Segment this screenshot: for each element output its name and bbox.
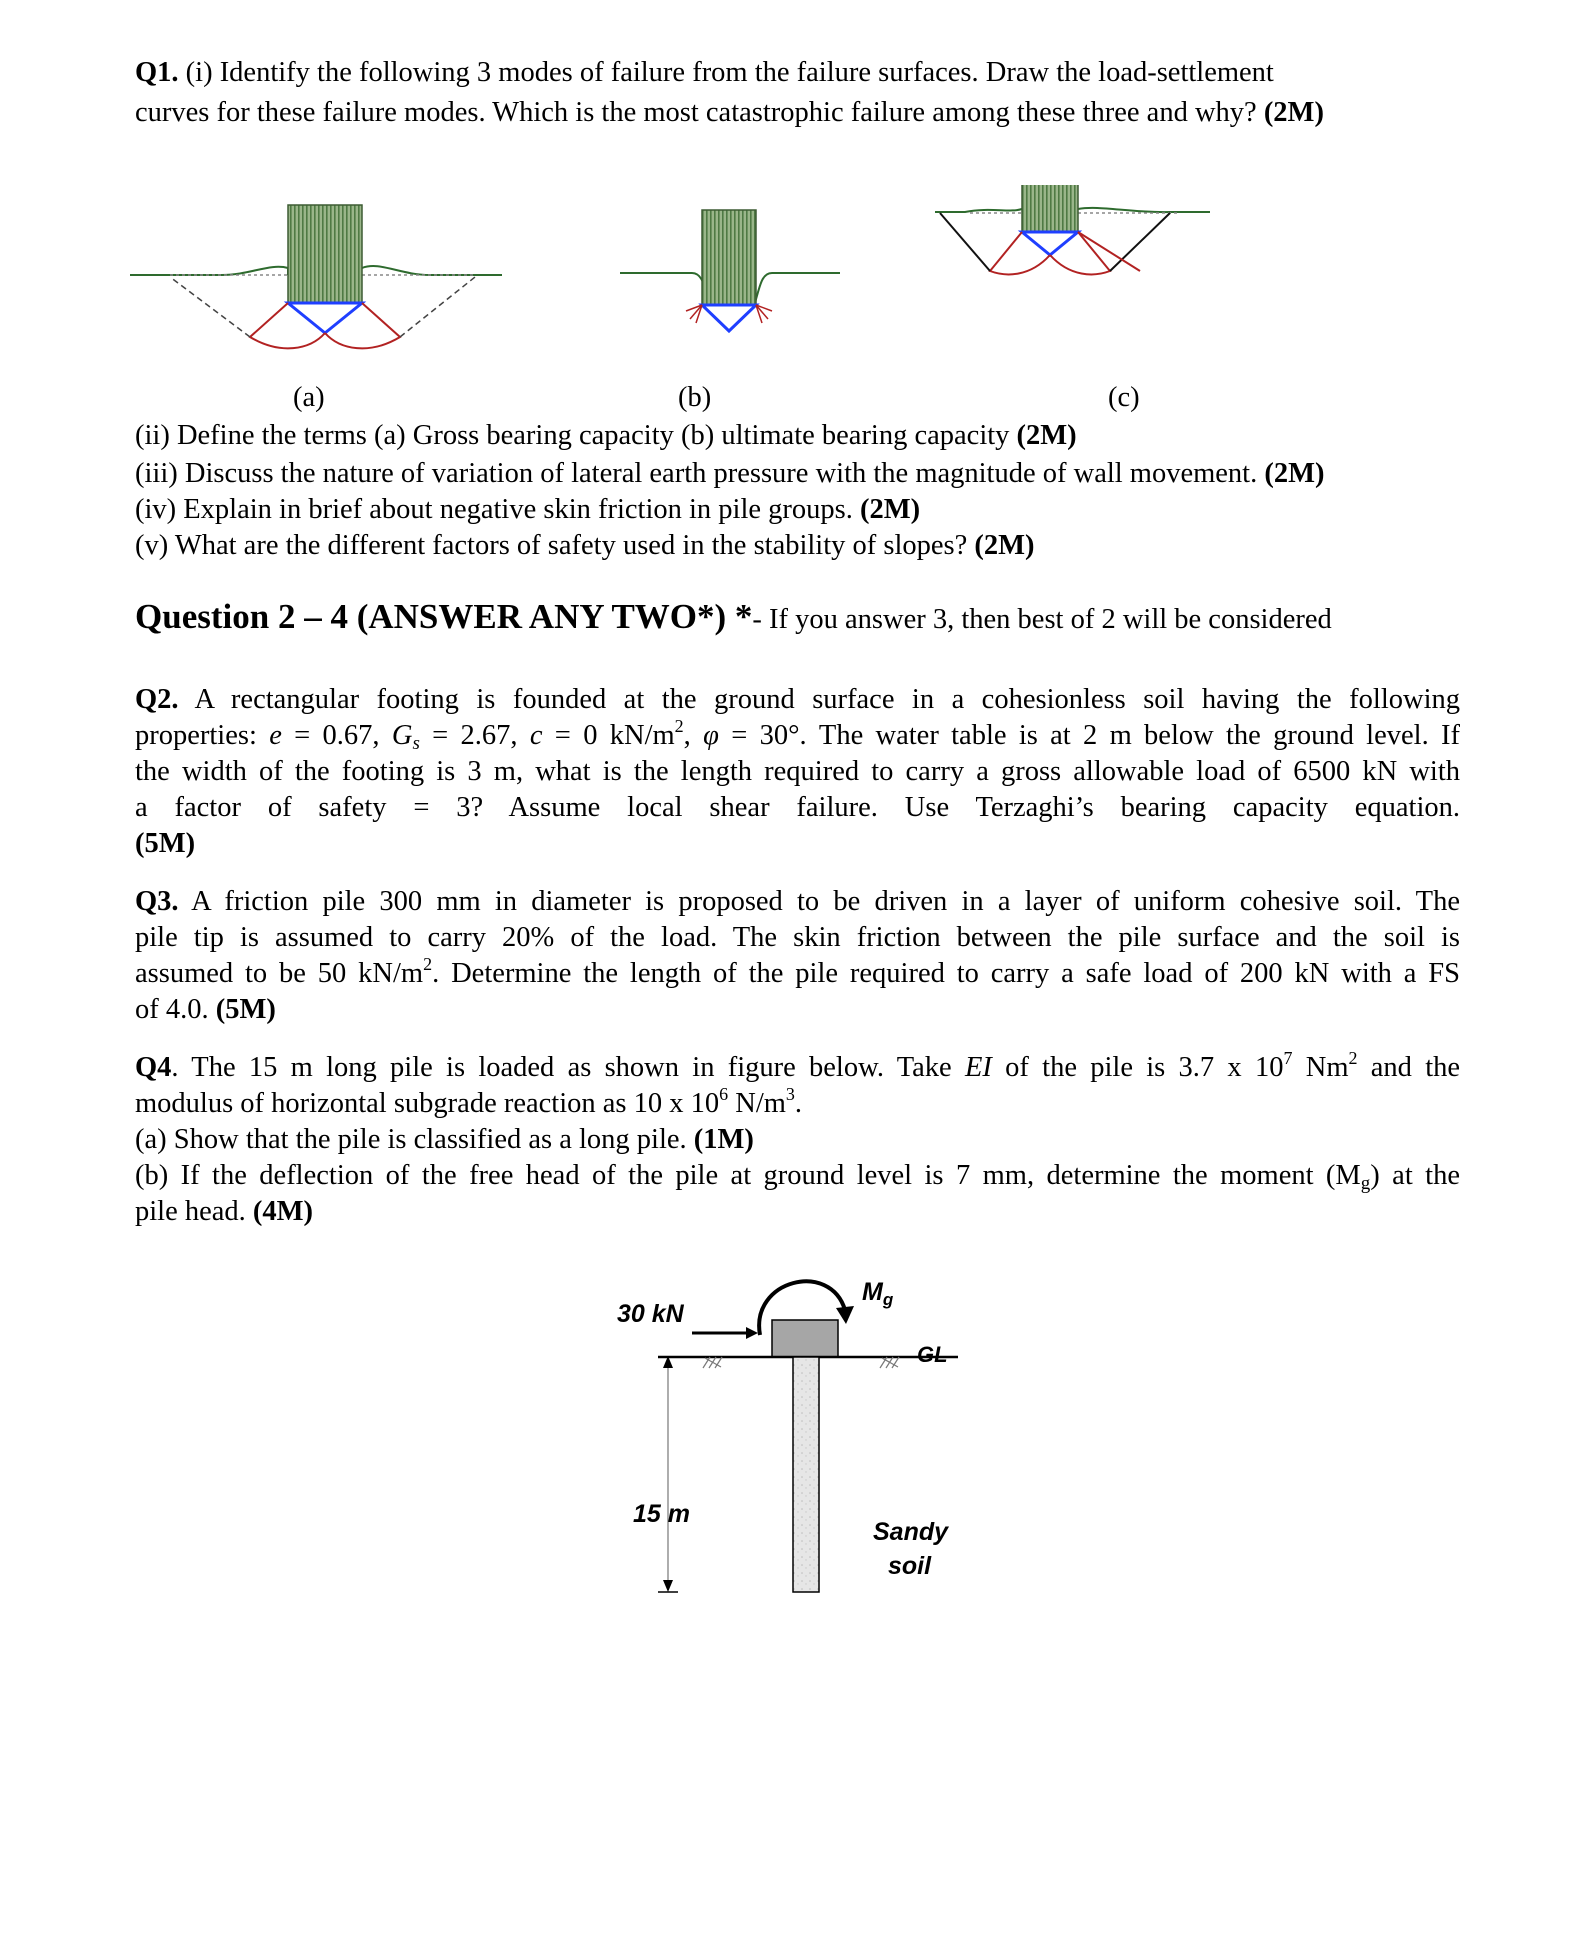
q2-line2-text: = 30°. The water table is at 2 m below the ground level. If (718, 720, 1460, 751)
section-heading-rest: - If you answer 3, then best of 2 will be considered (752, 604, 1332, 635)
wedge-a (288, 303, 362, 333)
ground-line-c (935, 209, 1022, 212)
pile-shaft (793, 1357, 819, 1592)
ground-line-a (130, 267, 288, 275)
q2-gs-symbol: G (391, 720, 413, 751)
q1-part-iii-text: (iii) Discuss the nature of variation of lateral earth pressure with the magnitude of wall movement. (135, 458, 1258, 489)
failure-modes-figure (130, 185, 1370, 365)
q4-line1-text-a: . The 15 m long pile is loaded as shown in figure below. Take (171, 1052, 965, 1083)
q4-line1-text-b: of the pile is 3.7 x 10 (991, 1052, 1284, 1083)
wedge-c (1022, 232, 1078, 255)
q4-line2 (135, 1086, 1460, 1122)
q2-number: Q2. (135, 684, 179, 715)
q2-e-symbol: e (269, 720, 282, 751)
q4-ei-superscript: 7 (1283, 1048, 1293, 1068)
failure-mode-b (620, 210, 840, 331)
footing-a (288, 205, 362, 303)
q2-marks: (5M) (135, 828, 196, 859)
section-heading (135, 595, 1535, 642)
q1-part-i-line2 (135, 95, 1460, 131)
ground-line-b (620, 273, 710, 303)
q1-part-iii-marks: (2M) (1264, 458, 1325, 489)
figure-label-a: (a) (293, 382, 325, 413)
q4-nm-superscript: 2 (1348, 1048, 1358, 1068)
q3-line4 (135, 992, 1460, 1028)
q3-line3-text-a: assumed to be 50 kN/m (135, 958, 424, 989)
q4-part-b-marks: (4M) (252, 1196, 314, 1227)
dimension-arrow-bottom (663, 1580, 673, 1592)
moment-label-main: M (862, 1278, 883, 1306)
q4-ei-symbol: EI (964, 1052, 992, 1083)
q1-part-i-text2: curves for these failure modes. Which is the most catastrophic failure among these three and why? (135, 97, 1257, 128)
wedge-b (702, 305, 756, 331)
q2-e-value: = 0.67, (281, 720, 392, 751)
q1-part-iv-marks: (2M) (860, 494, 921, 525)
q2-marks-line (135, 826, 1460, 862)
q3-line3-text-b: . Determine the length of the pile required to carry a safe load of 200 kN with a FS (432, 958, 1460, 989)
q1-part-i-marks: (2M) (1263, 97, 1324, 128)
pile-cap (772, 1320, 838, 1357)
q4-line2-text-a: modulus of horizontal subgrade reaction as 10 x 10 (135, 1088, 720, 1119)
q3-line1 (135, 884, 1460, 920)
q2-c-superscript: 2 (674, 716, 684, 736)
q4-part-a-marks: (1M) (693, 1124, 754, 1155)
q4-part-b-text-a: (b) If the deflection of the free head of the pile at ground level is 7 mm, determine the moment (M (135, 1160, 1361, 1191)
q3-line3 (135, 956, 1460, 992)
q4-k-superscript: 6 (719, 1084, 729, 1104)
q1-part-v (135, 528, 1460, 564)
q4-part-b-line1 (135, 1158, 1460, 1194)
q4-line1-text-c: Nm (1292, 1052, 1349, 1083)
shear-curve-c-left (990, 232, 1050, 274)
q4-part-b-line2-text: pile head. (135, 1196, 246, 1227)
q1-part-v-text: (v) What are the different factors of safety used in the stability of slopes? (135, 530, 968, 561)
footing-b (702, 210, 756, 305)
q4-line2-text-b: N/m (728, 1088, 786, 1119)
q2-c-symbol: c (529, 720, 543, 751)
q3-line1-text: A friction pile 300 mm in diameter is proposed to be driven in a layer of uniform cohesive soil. The (191, 886, 1460, 917)
q3-number: Q3. (135, 886, 179, 917)
load-label: 30 kN (617, 1300, 684, 1328)
q2-phi-sep: , (683, 720, 704, 751)
q1-part-ii-text: (ii) Define the terms (a) Gross bearing capacity (b) ultimate bearing capacity (135, 420, 1010, 451)
q1-part-iii (135, 456, 1460, 492)
q1-part-ii (135, 418, 1460, 454)
q2-phi-symbol: φ (703, 720, 719, 751)
moment-label (862, 1278, 893, 1307)
q1-part-iv-text: (iv) Explain in brief about negative skin friction in pile groups. (135, 494, 853, 525)
footing-c (1022, 185, 1078, 232)
q4-number: Q4 (135, 1052, 172, 1083)
failure-mode-c (935, 185, 1210, 274)
q4-m3-superscript: 3 (785, 1084, 795, 1104)
q2-c-value: = 0 kN/m (542, 720, 675, 751)
q2-gs-value: = 2.67, (419, 720, 530, 751)
moment-label-sub: g (882, 1290, 894, 1309)
q3-line3-superscript: 2 (423, 954, 433, 974)
figure-label-c: (c) (1108, 382, 1140, 413)
q1-part-iv (135, 492, 1460, 528)
q1-part-ii-marks: (2M) (1016, 420, 1077, 451)
q4-part-a-text: (a) Show that the pile is classified as a long pile. (135, 1124, 687, 1155)
q3-marks: (5M) (215, 994, 276, 1025)
q4-line1-text-d: and the (1357, 1052, 1461, 1083)
ground-hatch-left (703, 1357, 722, 1368)
q2-line4 (135, 790, 1460, 826)
load-arrowhead (746, 1327, 758, 1339)
q4-part-a (135, 1122, 1460, 1158)
q2-line1-text: A rectangular footing is founded at the ground surface in a cohesionless soil having the following (194, 684, 1460, 715)
q2-line4-text: a factor of safety = 3? Assume local shear failure. Use Terzaghi’s bearing capacity equation. (135, 792, 1460, 823)
q2-line1 (135, 682, 1460, 718)
q4-part-b-line2 (135, 1194, 1460, 1230)
section-heading-bold: Question 2 – 4 (ANSWER ANY TWO*) * (135, 597, 753, 636)
q2-line3 (135, 754, 1460, 790)
pile-length-label: 15 m (633, 1500, 690, 1528)
soil-label-line1: Sandy (873, 1518, 949, 1546)
q4-part-b-subscript: g (1360, 1173, 1371, 1194)
q2-gs-subscript: s (412, 733, 420, 754)
q3-line4-text: of 4.0. (135, 994, 209, 1025)
q2-line3-text: the width of the footing is 3 m, what is the length required to carry a gross allowable load of 6500 kN with (135, 756, 1460, 787)
ground-level-label: GL (917, 1342, 948, 1367)
shear-curve-c-right (1050, 232, 1110, 274)
q1-part-i-text1: (i) Identify the following 3 modes of failure from the failure surfaces. Draw the load-settlement (185, 57, 1274, 88)
q1-number: Q1. (135, 57, 179, 88)
q4-line2-text-c: . (794, 1088, 803, 1119)
ground-hatch-right (880, 1357, 899, 1368)
soil-label-line2: soil (888, 1552, 932, 1580)
figure-label-b: (b) (678, 382, 712, 413)
q2-properties-label: properties: (135, 720, 270, 751)
q3-line2-text: pile tip is assumed to carry 20% of the load. The skin friction between the pile surface and the soil is (135, 922, 1460, 953)
q2-line2 (135, 718, 1460, 754)
q1-part-i-line1 (135, 55, 1460, 91)
failure-mode-a (130, 205, 502, 348)
q4-line1 (135, 1050, 1460, 1086)
q1-part-v-marks: (2M) (974, 530, 1035, 561)
q3-line2 (135, 920, 1460, 956)
q4-part-b-text-b: ) at the (1370, 1160, 1460, 1191)
